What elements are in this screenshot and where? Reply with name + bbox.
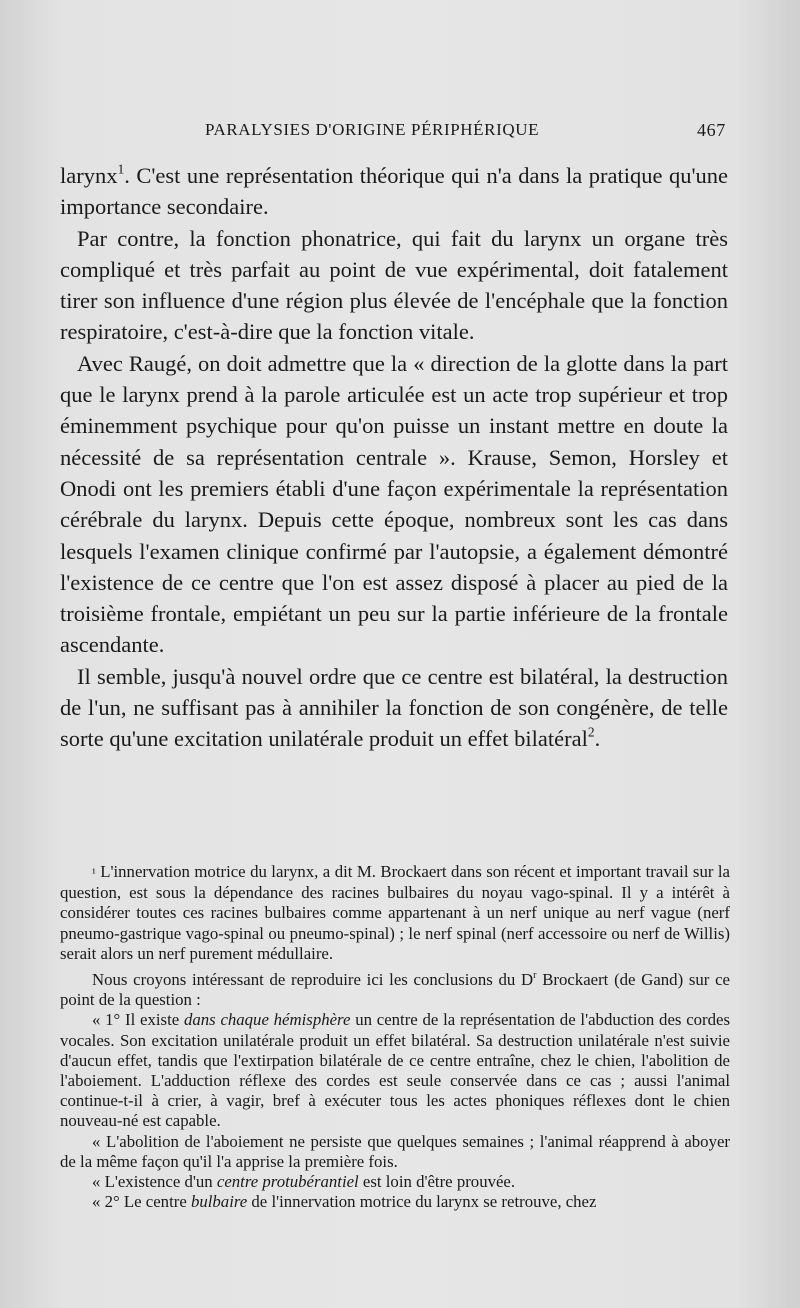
paragraph-1-rest: . C'est une représentation théorique qui n'a dans la pratique qu'une importance secondaire. — [60, 163, 728, 220]
footnote-p2-start: Nous croyons intéressant de reproduire ici les conclusions du D — [92, 970, 534, 990]
paragraph-1 — [60, 160, 728, 223]
doctor-abbrev-sup: r — [533, 969, 537, 981]
footnote-quote-2: « L'abolition de l'aboiement ne persiste que quelques semaines ; l'animal réapprend à aboyer de la même façon qu'il l'a apprise la première fois. — [60, 1131, 730, 1171]
quote-4-rest: de l'innervation motrice du larynx se retrouve, chez — [247, 1192, 597, 1212]
paragraph-4-end: . — [594, 726, 601, 752]
footnote-1-text: L'innervation motrice du larynx, a dit M. Brockaert dans son récent et important travail sur la question, est sous la dépendance des racines bulbaires du noyau vago-spinal. Il y a intérêt à considérer toutes ces racines bulbaires comme appartenant à un nerf unique au nerf vague (nerf pneumo-gastrique vago-spinal ou pneumo-spinal) ; le nerf spinal (nerf accessoire ou nerf de Willis) serait alors un nerf purement médullaire. — [60, 862, 730, 963]
footnote-p2-rest: Brockaert (de Gand) sur ce point de la question : — [60, 970, 731, 1010]
footnote-ref-2: 2 — [587, 724, 595, 740]
quote-3-start: « L'existence d'un — [92, 1172, 217, 1192]
paragraph-1-start: larynx — [60, 163, 118, 188]
quote-1-rest: un centre de la représentation de l'abduction des cordes vocales. Son excitation unilatérale produit un effet bilatéral. Sa destruction unilatérale n'est suivie d'aucun effet, tandis que l'extirpation bilatérale de ce centre entraîne, chez le chien, l'abolition de l'aboiement. L'adduction réflexe des cordes est seule conservée dans ce cas ; aussi l'animal continue-t-il à crier, à vagir, bref à exécuter tous les actes phoniques réflexes dont le chien nouveau-né est capable. — [60, 1010, 730, 1131]
footnote-quote-4 — [60, 1192, 730, 1212]
page-header — [0, 120, 800, 146]
paragraph-2: Par contre, la fonction phonatrice, qui fait du larynx un organe très compliqué et très parfait au point de vue expérimental, doit fatalement tirer son influence d'une région plus élevée de l'encéphale que la fonction respiratoire, c'est-à-dire que la fonction vitale. — [60, 225, 728, 345]
footnote-1-marker: ¹ — [92, 866, 96, 880]
footnote-quote-1 — [60, 1010, 730, 1131]
footnote-ref-1: 1 — [117, 161, 125, 177]
footnote-quote-3 — [60, 1172, 730, 1192]
footnote-1 — [60, 862, 730, 964]
quote-4-start: « 2° Le centre — [92, 1192, 191, 1212]
paragraph-3: Avec Raugé, on doit admettre que la « direction de la glotte dans la part que le larynx prend à la parole articulée est un acte trop supérieur et trop éminemment psychique pour qu'on puisse un instant mettre en doute la nécessité de sa représentation centrale ». Krause, Semon, Horsley et Onodi ont les premiers établi d'une façon expérimentale la représentation cérébrale du larynx. Depuis cette époque, nombreux sont les cas dans lesquels l'examen clinique confirmé par l'autopsie, a également démontré l'existence de ce centre que l'on est assez disposé à placer au pied de la troisième frontale, empiétant un peu sur la partie inférieure de la frontale ascendante. — [60, 350, 728, 658]
quote-3-emphasis: centre protubérantiel — [216, 1172, 359, 1192]
main-text — [60, 160, 728, 755]
paragraph-4 — [60, 661, 728, 755]
quote-4-emphasis: bulbaire — [190, 1192, 248, 1212]
footnotes — [60, 862, 730, 1212]
quote-3-rest: est loin d'être prouvée. — [358, 1172, 516, 1192]
footnote-paragraph-2 — [60, 970, 730, 1010]
quote-1-emphasis: dans chaque hémisphère — [183, 1010, 351, 1030]
page-number: 467 — [697, 120, 726, 140]
quote-1-start: « 1° Il existe — [92, 1010, 184, 1030]
paragraph-4-text: Il semble, jusqu'à nouvel ordre que ce centre est bilatéral, la destruction de l'un, ne suffisant pas à annihiler la fonction de son congénère, de telle sorte qu'une excitation unilatérale produit un effet bilatéral — [60, 663, 728, 752]
running-title: PARALYSIES D'ORIGINE PÉRIPHÉRIQUE — [205, 120, 540, 139]
